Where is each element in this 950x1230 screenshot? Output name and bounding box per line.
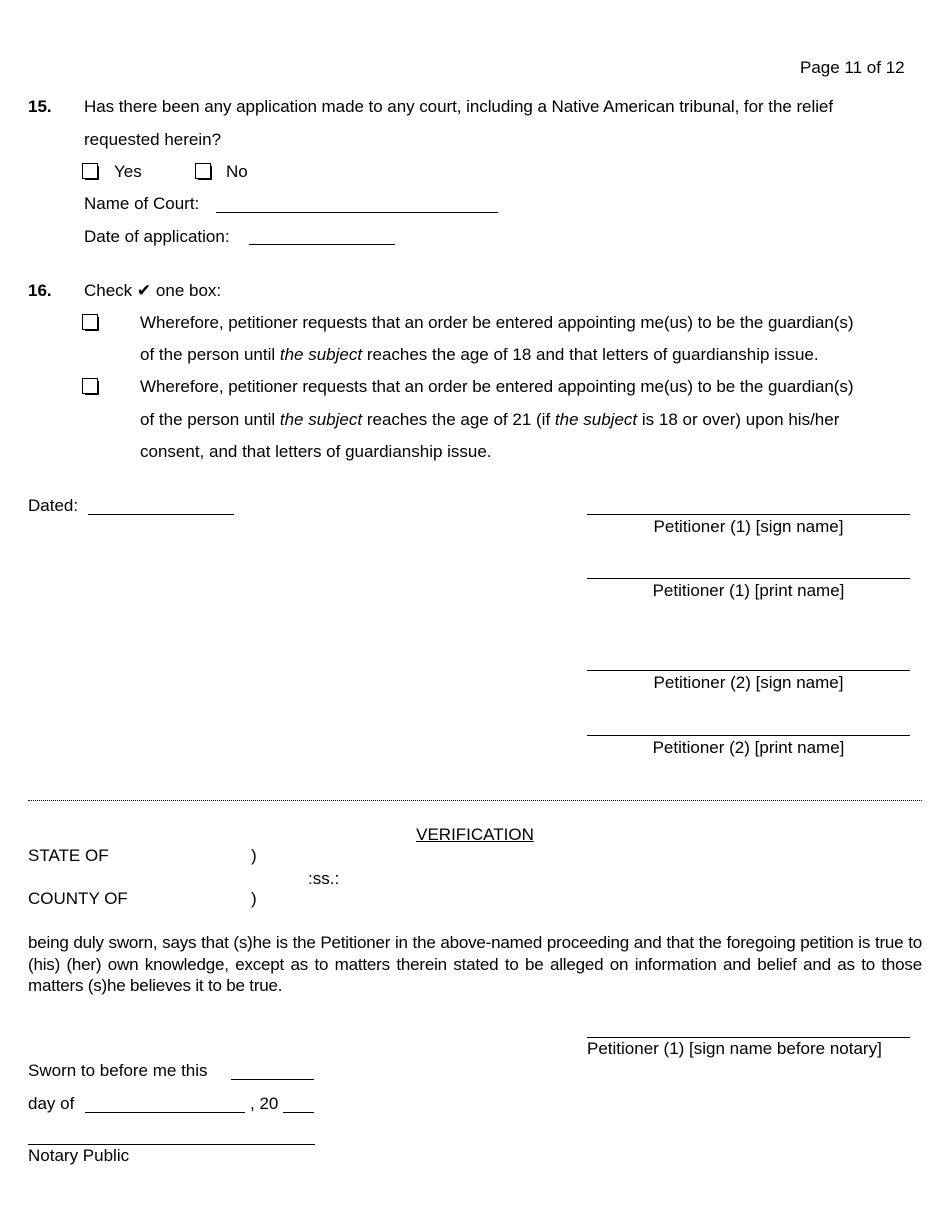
option-age-21-text-b: reaches the age of 21 (if (362, 410, 555, 429)
county-paren: ) (251, 889, 257, 908)
verification-body: being duly sworn, says that (s)he is the Petitioner in the above-named proceeding and that the foregoing petition is true to (his) (her) own knowledge, except as to matters therein stated to be alleged on information and belief and as to those matters (s)he believes it to be true. (28, 933, 922, 995)
check-label: Check (84, 281, 133, 300)
question-16-instruction (84, 281, 221, 301)
sworn-label: Sworn to before me this (28, 1061, 208, 1080)
one-box-label: one box: (155, 281, 222, 300)
petitioner2-print-label: Petitioner (2) [print name] (652, 738, 845, 757)
no-label: No (226, 162, 248, 181)
petitioner1-print-label: Petitioner (1) [print name] (652, 581, 845, 600)
option-age-18-text-a: of the person until (140, 345, 280, 364)
option-age-21-text-c: is 18 or over) upon his/her (637, 410, 840, 429)
option-age-21-subject: the subject (279, 410, 363, 429)
application-date-field[interactable] (249, 244, 395, 245)
option-age-21-line1: Wherefore, petitioner requests that an order be entered appointing me(us) to be the guardian(s) (140, 377, 854, 396)
petitioner1-sign-label: Petitioner (1) [sign name] (653, 517, 844, 536)
option-age-18-checkbox[interactable] (82, 314, 98, 330)
petitioner1-sign-line[interactable] (587, 514, 910, 515)
verification-title: VERIFICATION (416, 825, 534, 844)
year-prefix: , 20 (250, 1094, 279, 1113)
page-number: Page 11 of 12 (800, 58, 905, 77)
question-16-number: 16. (28, 281, 52, 300)
option-age-18-line1: Wherefore, petitioner requests that an order be entered appointing me(us) to be the guardian(s) (140, 313, 854, 332)
year-field[interactable] (283, 1112, 314, 1113)
notary-sign-line[interactable] (28, 1144, 315, 1145)
day-of-label: day of (28, 1094, 75, 1113)
checkmark-icon: ✔ (136, 281, 152, 300)
option-age-21-line2 (140, 410, 839, 430)
petitioner2-print-line[interactable] (587, 735, 910, 736)
ss-label: :ss.: (308, 869, 340, 888)
option-age-21-line3: consent, and that letters of guardianship issue. (140, 442, 492, 461)
dated-label: Dated: (28, 496, 79, 515)
notary-petitioner1-sign-line[interactable] (587, 1037, 910, 1038)
option-age-18-text-b: reaches the age of 18 and that letters of guardianship issue. (362, 345, 819, 364)
petitioner2-sign-label: Petitioner (2) [sign name] (653, 673, 844, 692)
petitioner1-print-line[interactable] (587, 578, 910, 579)
county-of-label: COUNTY OF (28, 889, 128, 908)
sworn-day-field[interactable] (231, 1079, 314, 1080)
question-15-number: 15. (28, 97, 52, 116)
section-divider (28, 800, 922, 801)
notary-public-label: Notary Public (28, 1146, 130, 1165)
notary-petitioner1-sign-label: Petitioner (1) [sign name before notary] (587, 1039, 882, 1058)
option-age-18-line2 (140, 345, 819, 365)
state-paren: ) (251, 846, 257, 865)
court-name-field[interactable] (216, 212, 498, 213)
no-checkbox[interactable] (195, 163, 211, 179)
option-age-21-subject-2: the subject (554, 410, 638, 429)
month-field[interactable] (85, 1112, 245, 1113)
question-15-text-line2: requested herein? (84, 130, 222, 149)
option-age-21-text-a: of the person until (140, 410, 280, 429)
yes-label: Yes (114, 162, 142, 181)
petitioner2-sign-line[interactable] (587, 670, 910, 671)
dated-field[interactable] (88, 514, 234, 515)
court-name-label: Name of Court: (84, 194, 200, 213)
yes-checkbox[interactable] (82, 163, 98, 179)
question-15-text-line1: Has there been any application made to any court, including a Native American tribunal, for the relief (84, 97, 833, 116)
option-age-21-checkbox[interactable] (82, 378, 98, 394)
state-of-label: STATE OF (28, 846, 109, 865)
option-age-18-subject: the subject (279, 345, 363, 364)
application-date-label: Date of application: (84, 227, 230, 246)
